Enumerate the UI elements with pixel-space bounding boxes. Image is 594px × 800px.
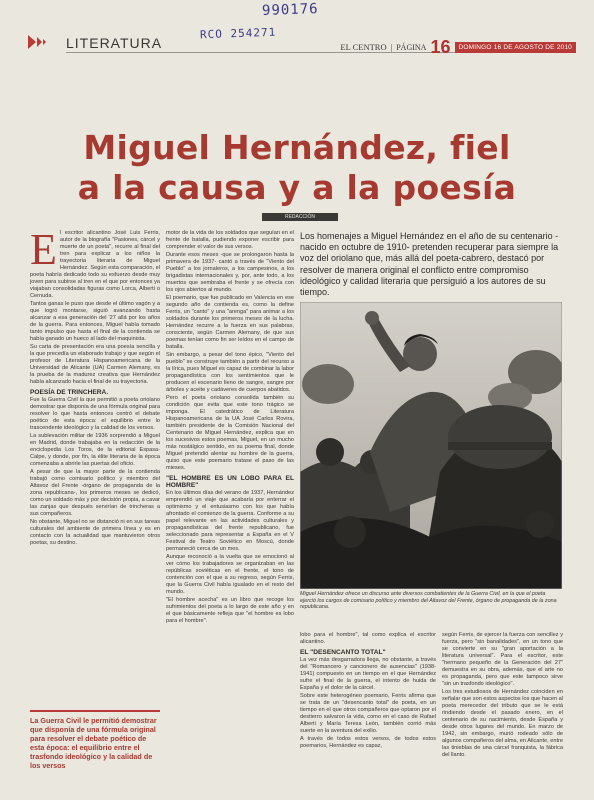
page-label: PÁGINA xyxy=(396,42,427,52)
archive-photo xyxy=(300,302,562,589)
paragraph: Aunque reconoció a la vuelta que se emocionó al ver cómo los trabajadores se organizaban en las repúblicas soviéticas en el frente, el tono de contención con el que a su regreso, según Ferris, que la Guerra Civil había igualado en el resto del mundo. xyxy=(166,554,294,595)
publication-name: EL CENTRO xyxy=(340,42,387,52)
publication-date: DOMINGO 16 DE AGOSTO DE 2010 xyxy=(455,42,577,53)
paragraph: motor de la vida de los soldados que seguían en el frente de batalla, pudiendo exponer escribir para comprender el valor de sus versos. xyxy=(166,230,294,250)
subhead-trinchera: POESÍA DE TRINCHERA. xyxy=(30,389,109,396)
body-column-2 xyxy=(166,230,294,782)
subhead-lobo: "EL HOMBRE ES UN LOBO PARA EL HOMBRE" xyxy=(166,475,294,489)
handwritten-catalog-number: 990176 xyxy=(261,1,319,19)
body-column-4 xyxy=(442,632,563,782)
paragraph: La sublevación militar de 1936 sorprendió a Miguel en Madrid, donde trabajaba en la redacción de la enciclopedia Los Toros, de la editorial Espasa-Calpe, y donde, por fin, la élite literaria de la época comenzaba a abrirle las puertas del oficio. xyxy=(30,433,160,467)
subhead-desencanto: EL "DESENCANTO TOTAL" xyxy=(300,649,386,656)
publication-info xyxy=(340,38,576,56)
paragraph: Durante esos meses -que se prolongaron hasta la primavera de 1937- cantó a través de "Viento del Pueblo" a los jornaleros, a los campesinos, a los brigadistas internacionales y, por, ante todo, a los muertos que sembraba el frente y se ofrecía con los ojos abiertos al mundo. xyxy=(166,252,294,293)
paragraph: A pesar de que la mayor parte de la contienda trabajó como comisario político y miembro del Altavoz del Frente -órgano de propaganda de la zona republicana-, los primeros meses se dedicó, como un soldado más y por decisión propia, a cavar las zanjas que después servirían de trincheras a sus compañeros. xyxy=(30,469,160,517)
paragraph: lobo para el hombre", tal como explica el escritor alicantino. xyxy=(300,632,436,645)
paragraph: El poemario, que fue publicado en Valencia en ese segundo año de contienda es, como la define Ferris, un "canto" y una "arenga" para animar a los soldados durante los primeros meses de la lucha. Hernández recurre a la fuerza en sus palabras, consciente, según Carmen Alemany, de que sus poemas tenían como fin ser leídos en el campo de batalla. xyxy=(166,295,294,350)
page-number: 16 xyxy=(430,37,451,57)
paragraph: Pero el poeta oriolano consolida también su condición que evita que este tono trágico se imponga. El catedrático de Literatura Hispanoamericana de la UA José Carlos Rovira, también presidente de la Comisión Nacional del Centenario de Miguel Hernández, explica que en los sucesivos estos poemas, Miguel, en un mucho más nostálgico sentido, en su poema final, donde Miguel pretendió alentar su hombre de la guerra, quiso que este poemario tratase el paso de las mieses. xyxy=(166,395,294,471)
paragraph: A través de todos estos versos, de todos estos poemarios, Hernández es capaz, xyxy=(300,736,436,749)
byline: REDACCIÓN xyxy=(262,213,338,221)
paragraph: No obstante, Miguel no se distanció ni en sus tareas culturales del ambiente de primera línea y es en contacto con la actualidad que mantuvieron otros poetas, su destino. xyxy=(30,519,160,546)
paragraph: según Ferris, de ejercer la fuerza con sencillez y fuerza, pero "sin banalidades", en un tono que se convierte en su "gran aportación a la literatura universal". Para el escritor, este "hermano pequeño de la Generación del 27" demuestra en su obra, además, que el arte no es propaganda, pero que este tampoco sirve "sin un trasfondo ideológico". xyxy=(442,632,563,687)
paragraph: Su carta de presentación era una poesía sencilla y la que precedía un elaborado trabajo y que según el profesor de Literatura Hispanoamericana de la Universidad de Alicante (UA) Carmen Alemany, es la prueba de la madurez creativa que Hernández había alcanzado hacia el final de su trayectoria. xyxy=(30,344,160,385)
headline-line-1: Miguel Hernández, fiel xyxy=(83,128,511,167)
handwritten-registry-code: RCO 254271 xyxy=(199,25,277,42)
paragraph: "El hombre acecha" es un libro que recoge los sufrimientos del poeta a lo largo de este año y en el que básicamente refleja que "el hombre es lobo para el hombre". xyxy=(166,597,294,624)
photo-caption: Miguel Hernández ofrece un discurso ante diversos combatientes de la Guerra Civil, en la que el poeta ejerció los cargos de comisario político y miembro del Altavoz del Frente, órgano de propaganda de la zona republicana. xyxy=(300,591,557,610)
section-label: LITERATURA xyxy=(66,35,163,51)
paragraph: l escritor alicantino José Luis Ferris, autor de la biografía "Pasiones, cárcel y muerte de un poeta", recurre al final del tren para explicar a los niños la trayectoria literaria de Miguel Hernández. Según esta comparación, el poeta habría dedicado todo su esfuerzo desde muy joven para subirse al tren en el que por entonces ya viajaban consolidadas figuras como Lorca, Alberti o Cernuda. xyxy=(30,230,160,299)
section-arrow-icon xyxy=(28,33,48,51)
article-lead: Los homenajes a Miguel Hernández en el año de su centenario -nacido en octubre de 1910- pretenden recuperar para siempre la voz del oriolano que, más allá del poeta-cabrero, destacó por resolver de manera original el conflicto entre compromiso ideológico y calidad literaria que persiguió a los autores de su tiempo. xyxy=(300,231,559,298)
paragraph: Fue la Guerra Civil la que permitió a poeta oriolano demostrar que disponía de una fórmula original para resolver lo que hasta entonces centró el debate poético de esta época: el equilibrio entre lo trascendente ideológico y la calidad de los versos. xyxy=(30,397,160,431)
paragraph: Sobre este heterogéneo poemario, Ferris afirma que se trata de un "desencanto total" de poeta, en un tiempo en el que otros compañeros que optaron por el destierro salvaron la vida, como en el caso de Rafael Alberti y María Teresa León, también corrió más suerte en la aventura del exilio. xyxy=(300,693,436,734)
separator: | xyxy=(390,42,393,52)
article-headline xyxy=(0,128,594,208)
pull-quote: La Guerra Civil le permitió demostrar que disponía de una fórmula original para resolver el debate poético de esta época: el equilibrio entre el trasfondo ideológico y la calidad de los versos xyxy=(30,710,160,770)
body-column-1 xyxy=(30,230,160,762)
paragraph: Los tres estudiosos de Hernández coinciden en señalar que son estos aspectos los que hacen al poeta merecedor del tributo que se le está rindiendo desde el pasado enero, en el centenario de su nacimiento, desde España y desde otros lugares del mundo. En marzo de 1942, sin embargo, murió rodeado sólo de algunos compañeros del alma, en Alicante, entre las tinieblas de una cárcel franquista, la fábrica del llanto. xyxy=(442,689,563,758)
paragraph: La vez más desgarradora llega, no obstante, a través del "Romancero y cancionero de ausencias" (1938-1941) compuesto en un tiempo en el que Hernández sufre el final de la guerra, el intento de huida de España y el dolor de la cárcel. xyxy=(300,657,436,691)
paragraph: Tantos ganas le puso que desde el último vagón y a que logró montarse, siguió avanzando hasta alcanzar a esa generación del '27 allá por los años de la guerra. Para entonces, Miguel había tomado tanto impulso que hasta el final de la contienda se había ganado un hueco al lado del maquinista. xyxy=(30,301,160,342)
body-column-3 xyxy=(300,632,436,782)
headline-line-2: a la causa y a la poesía xyxy=(77,168,517,207)
paragraph: En los últimos días del verano de 1937, Hernández emprendió un viaje que acabaría por enterrar el optimismo y el entusiasmo con los que había afrontado el comienzo de la guerra. Conforme a su papel relevante en las actividades culturales y propagandísticas del frente republicano, fue seleccionado para representar a España en el V Festival de Teatro Soviético en Moscú, donde permaneció cerca de un mes. xyxy=(166,490,294,552)
paragraph: Sin embargo, a pesar del tono épico, "Viento del pueblo" se construye también a partir del recurso a la lírica, pues Miguel es capaz de combinar la labor propagandística con los sentimientos que le producen el escenario lleno de sangre, sangre por árboles y aceite y cadáveres de cuerpos abatidos. xyxy=(166,352,294,393)
dropcap: E xyxy=(30,230,57,274)
